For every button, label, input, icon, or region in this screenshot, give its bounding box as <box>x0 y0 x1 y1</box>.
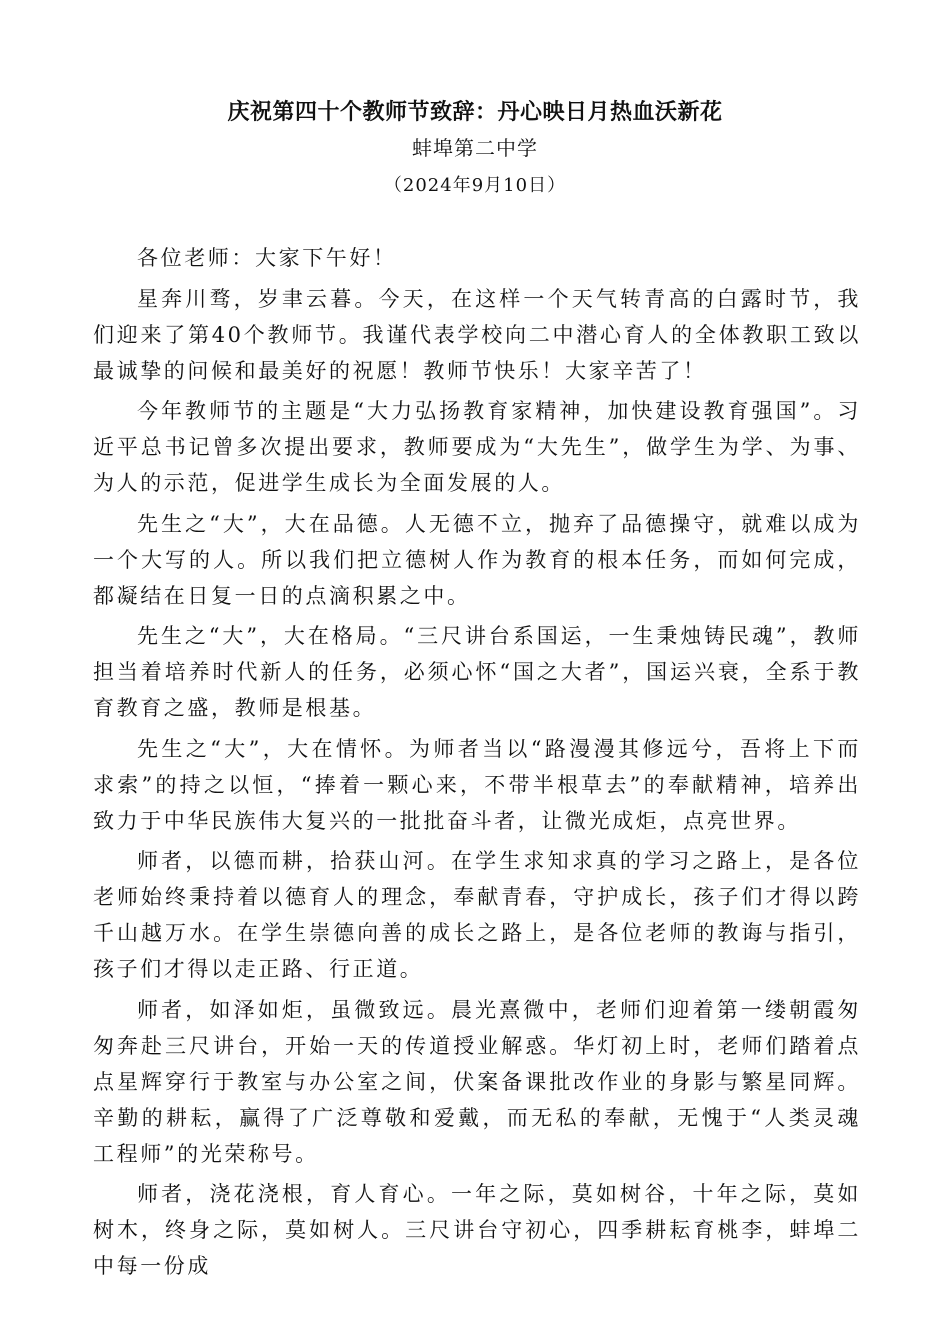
body-paragraph: 先生之“大”，大在格局。“三尺讲台系国运，一生秉烛铸民魂”，教师担当着培养时代新人的任务，必须心怀“国之大者”，国运兴衰，全系于教育教育之盛，教师是根基。 <box>93 624 861 720</box>
body-paragraph: 星奔川骛，岁聿云暮。今天，在这样一个天气转青高的白露时节，我们迎来了第40个教师节。我谨代表学校向二中潜心育人的全体教职工致以最诚挚的问候和最美好的祝愿！教师节快乐！大家辛苦了！ <box>93 286 861 383</box>
body-paragraph: 师者，以德而耕，拾获山河。在学生求知求真的学习之路上，是各位老师始终秉持着以德育人的理念，奉献青春，守护成长，孩子们才得以跨千山越万水。在学生崇德向善的成长之路上，是各位老师的教诲与指引，孩子们才得以走正路、行正道。 <box>93 849 861 981</box>
body-paragraph: 今年教师节的主题是“大力弘扬教育家精神，加快建设教育强国”。习近平总书记曾多次提出要求，教师要成为“大先生”，做学生为学、为事、为人的示范，促进学生成长为全面发展的人。 <box>93 399 861 495</box>
document-title: 庆祝第四十个教师节致辞：丹心映日月热血沃新花 <box>227 99 723 125</box>
greeting-paragraph: 各位老师：大家下午好！ <box>137 246 397 270</box>
body-paragraph: 先生之“大”，大在品德。人无德不立，抛弃了品德操守，就难以成为一个大写的人。所以我们把立德树人作为教育的根本任务，而如何完成，都凝结在日复一日的点滴积累之中。 <box>93 511 861 608</box>
body-paragraph: 师者，如泽如炬，虽微致远。晨光熹微中，老师们迎着第一缕朝霞匆匆奔赴三尺讲台，开始一天的传道授业解惑。华灯初上时，老师们踏着点点星辉穿行于教室与办公室之间，伏案备课批改作业的身影与繁星同辉。辛勤的耕耘，赢得了广泛尊敬和爱戴，而无私的奉献，无愧于“人类灵魂工程师”的光荣称号。 <box>93 997 861 1166</box>
document-author: 蚌埠第二中学 <box>412 136 538 160</box>
document-body <box>93 240 861 1289</box>
body-paragraph: 先生之“大”，大在情怀。为师者当以“路漫漫其修远兮，吾将上下而求索”的持之以恒，“捧着一颗心来，不带半根草去”的奉献精神，培养出致力于中华民族伟大复兴的一批批奋斗者，让微光成炬，点亮世界。 <box>93 736 861 833</box>
document-date: （2024年9月10日） <box>383 175 567 196</box>
body-paragraph: 师者，浇花浇根，育人育心。一年之际，莫如树谷，十年之际，莫如树木，终身之际，莫如树人。三尺讲台守初心，四季耕耘育桃李，蚌埠二中每一份成 <box>93 1182 861 1278</box>
